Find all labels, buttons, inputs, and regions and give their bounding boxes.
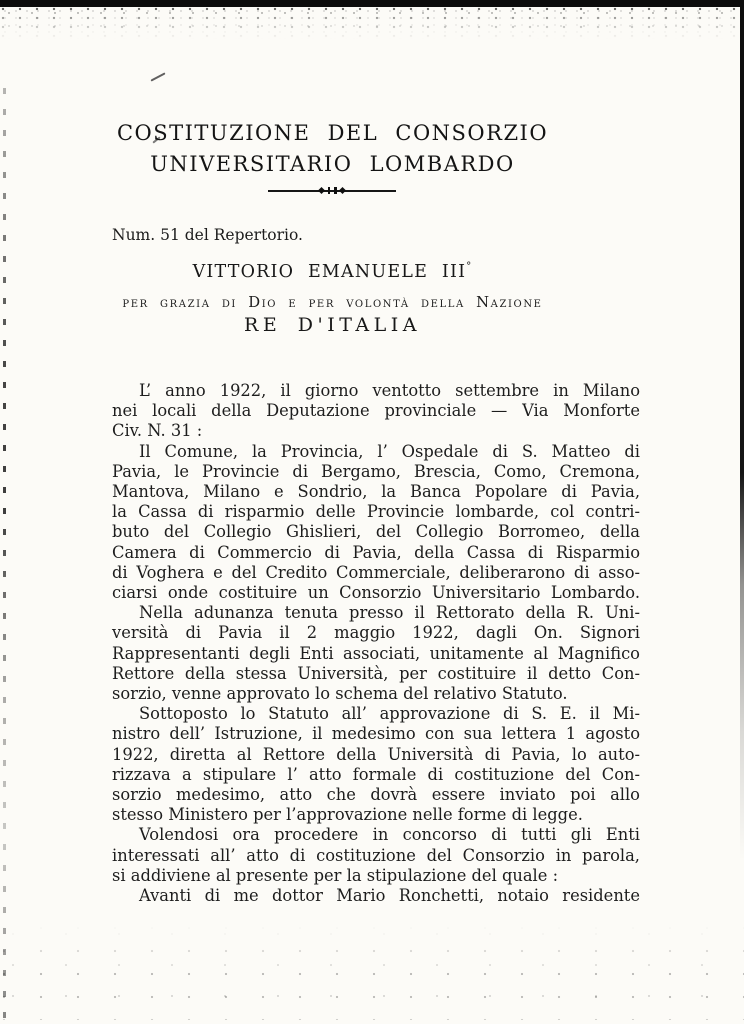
text-line: Camera di Commercio di Pavia, della Cassa di Risparmio [112, 542, 640, 562]
divider-bar-icon [334, 187, 337, 194]
scan-speckle [150, 72, 165, 81]
text-line: stesso Ministero per l’approvazione nelle forme di legge. [112, 805, 583, 825]
text-line: la Cassa di risparmio delle Provincie lombarde, col contri- [112, 502, 640, 522]
text-line: Rettore della stessa Università, per costituire il detto Con- [112, 663, 640, 683]
text-line: sorzio, venne approvato lo schema del relativo Statuto. [112, 684, 568, 704]
text-line: interessati all’ atto di costituzione del Consorzio in parola, [112, 845, 640, 865]
document-body [112, 381, 640, 906]
royal-motto: per grazia di Dio e per volontà della Nazione [122, 294, 543, 311]
scan-edge-left [3, 88, 6, 1024]
text-line: L’ anno 1922, il giorno ventotto settembre in Milano [139, 381, 640, 400]
text-line: sorzio medesimo, atto che dovrà essere inviato poi allo [112, 785, 640, 805]
scan-noise-bottom [0, 925, 744, 1020]
text-line: Volendosi ora procedere in concorso di tutti gli Enti [139, 825, 640, 845]
scan-edge-right [740, 0, 744, 860]
text-line: Rappresentanti degli Enti associati, unitamente al Magnifico [112, 643, 640, 663]
text-line: rizzava a stipulare l’ atto formale di costituzione del Con- [112, 764, 640, 784]
text-line: Civ. N. 31 : [112, 421, 203, 441]
text-line: Pavia, le Provincie di Bergamo, Brescia, Como, Cremona, [112, 461, 640, 481]
scan-noise-top [0, 7, 744, 39]
text-line: di Voghera e del Credito Commerciale, deliberarono di asso- [112, 562, 640, 582]
royal-name [85, 262, 580, 282]
repertorio-number: Num. 51 del Repertorio. [112, 226, 303, 244]
text-line: Nella adunanza tenuta presso il Rettorato della R. Uni- [139, 603, 640, 623]
text-line: 1922, diretta al Rettore della Università di Pavia, lo auto- [112, 744, 640, 764]
text-line: Mantova, Milano e Sondrio, la Banca Popolare di Pavia, [112, 482, 640, 502]
text-line: nei locali della Deputazione provinciale — Via Monforte [112, 401, 640, 421]
royal-name-text: VITTORIO EMANUELE III [192, 262, 467, 282]
divider-bar-icon [328, 187, 331, 194]
text-line: Sottoposto lo Statuto all’ approvazione di S. E. il Mi- [139, 704, 640, 724]
title-line-1: COSTITUZIONE DEL CONSORZIO [116, 121, 549, 145]
divider-diamond-icon [339, 187, 346, 194]
text-line: Avanti di me dottor Mario Ronchetti, notaio residente [139, 886, 640, 906]
text-line: versità di Pavia il 2 maggio 1922, dagli On. Signori [112, 623, 640, 643]
text-line: Il Comune, la Provincia, l’ Ospedale di S. Matteo di [139, 441, 640, 461]
scan-edge-top [0, 0, 744, 7]
divider-diamond-icon [318, 187, 325, 194]
title-divider-ornament [268, 186, 396, 195]
royal-title: RE D'ITALIA [244, 314, 421, 336]
text-line: ciarsi onde costituire un Consorzio Universitario Lombardo. [112, 583, 640, 603]
title-line-2: UNIVERSITARIO LOMBARDO [150, 152, 515, 176]
text-line: si addiviene al presente per la stipulazione del quale : [112, 865, 559, 885]
document-title [85, 118, 580, 180]
ordinal-mark: ° [466, 261, 473, 273]
text-line: nistro dell’ Istruzione, il medesimo con sua lettera 1 agosto [112, 724, 640, 744]
text-line: buto del Collegio Ghislieri, del Collegio Borromeo, della [112, 522, 640, 542]
